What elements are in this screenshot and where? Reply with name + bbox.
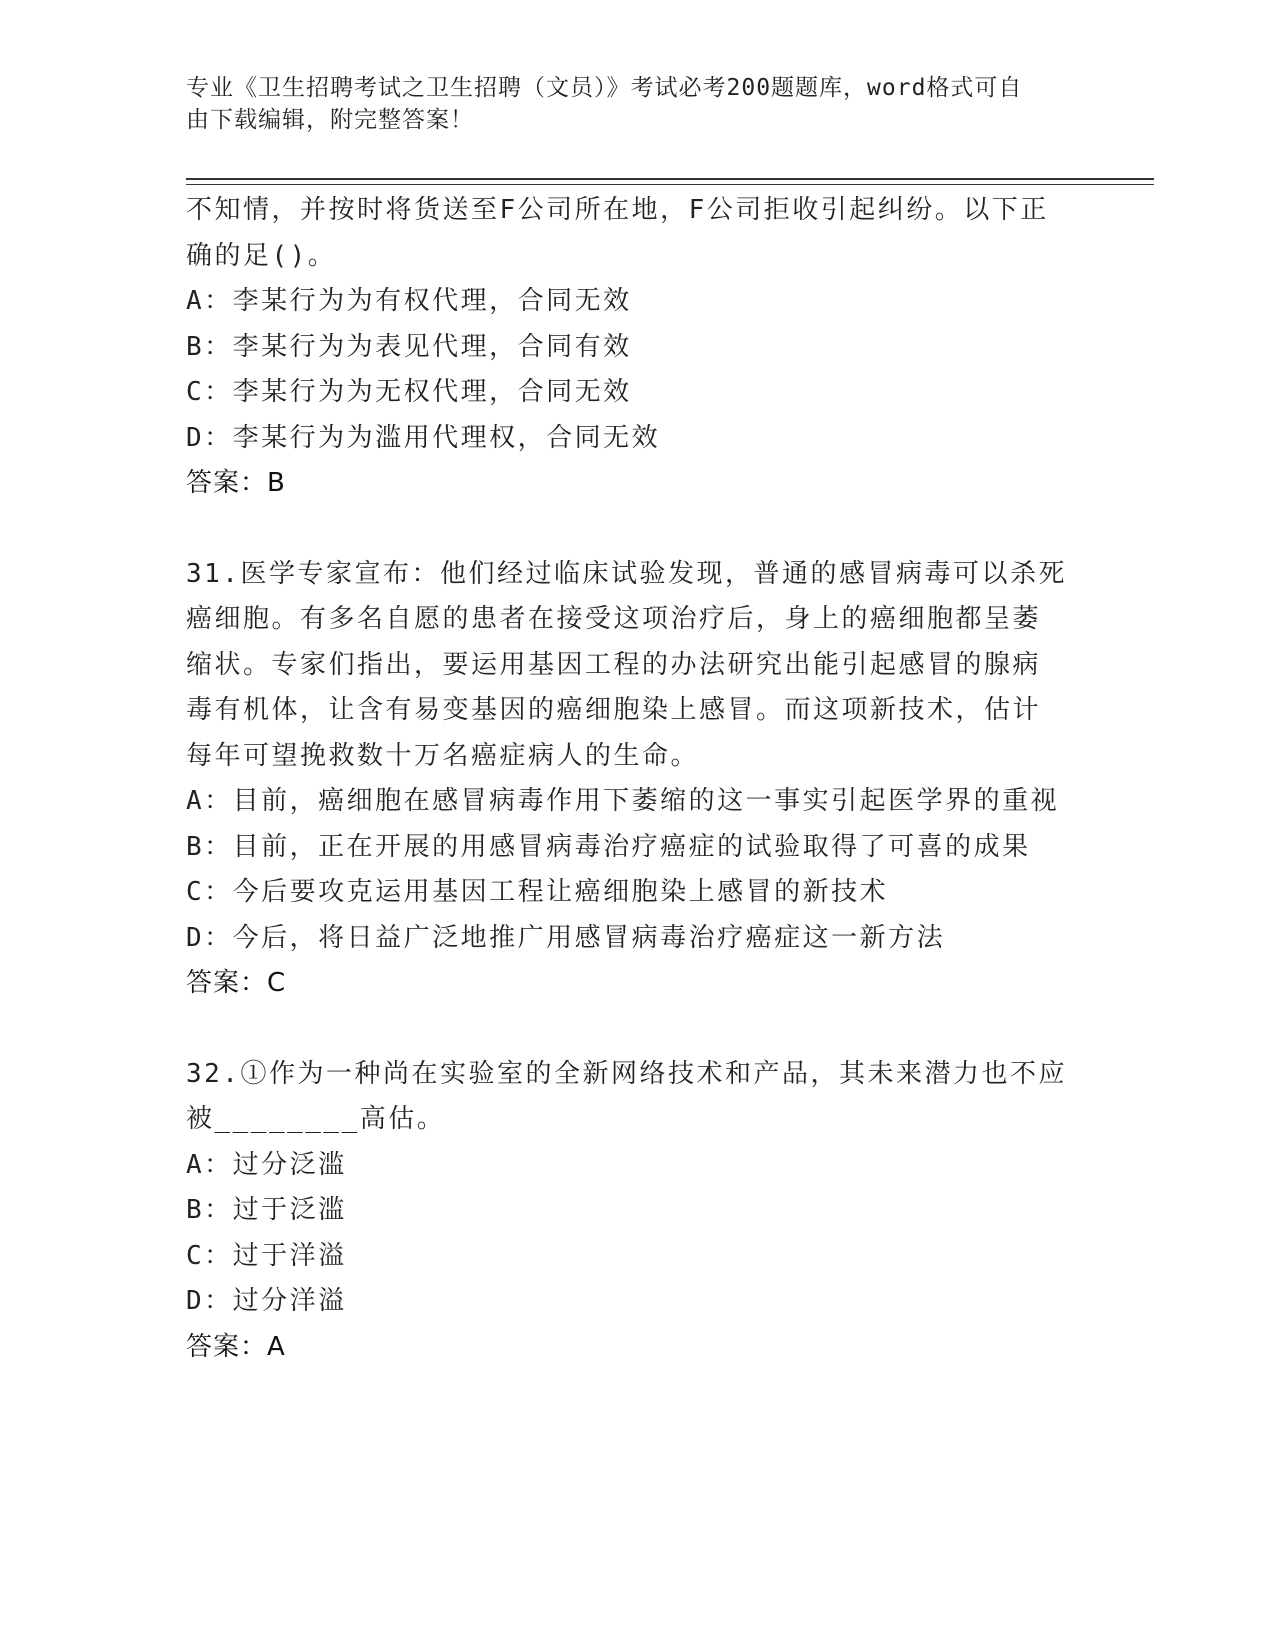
header-line-1: 专业《卫生招聘考试之卫生招聘（文员）》考试必考200题题库，word格式可自	[186, 75, 1023, 101]
option-b: B：过于泛滥	[186, 1195, 347, 1225]
question-block-30	[186, 188, 1086, 507]
option-a: A：李某行为为有权代理，合同无效	[186, 286, 632, 316]
option-d: D：李某行为为滥用代理权，合同无效	[186, 422, 661, 453]
option-b: B：目前，正在开展的用感冒病毒治疗癌症的试验取得了可喜的成果	[186, 831, 1031, 862]
option-c: C：今后要攻克运用基因工程让癌细胞染上感冒的新技术	[186, 877, 889, 907]
question-block-32	[186, 1052, 1086, 1371]
option-b: B：李某行为为表见代理，合同有效	[186, 331, 632, 362]
option-c: C：李某行为为无权代理，合同无效	[186, 377, 632, 407]
header-divider-thick	[186, 178, 1154, 180]
question-stem-line: 癌细胞。有多名自愿的患者在接受这项治疗后，身上的癌细胞都呈萎	[186, 604, 1042, 634]
answer-line: 答案：B	[186, 468, 286, 498]
question-stem-line: 32.①作为一种尚在实验室的全新网络技术和产品，其未来潜力也不应	[186, 1058, 1067, 1089]
question-stem-line: 被________高估。	[186, 1104, 446, 1134]
question-block-31	[186, 552, 1086, 1007]
option-d: D：过分洋溢	[186, 1286, 347, 1316]
question-stem-line: 不知情，并按时将货送至F公司所在地，F公司拒收引起纠纷。以下正	[186, 195, 1049, 225]
question-stem-line: 确的足()。	[186, 240, 337, 271]
question-stem-line: 毒有机体，让含有易变基因的癌细胞染上感冒。而这项新技术，估计	[186, 695, 1042, 725]
question-stem-line: 31.医学专家宣布：他们经过临床试验发现，普通的感冒病毒可以杀死	[186, 558, 1067, 589]
header-divider-thin	[186, 184, 1154, 185]
option-a: A：目前，癌细胞在感冒病毒作用下萎缩的这一事实引起医学界的重视	[186, 786, 1060, 816]
answer-line: 答案：C	[186, 968, 287, 998]
option-a: A：过分泛滥	[186, 1149, 347, 1180]
document-body	[186, 188, 1086, 1370]
question-stem-line: 每年可望挽救数十万名癌症病人的生命。	[186, 740, 700, 771]
header-line-2: 由下载编辑，附完整答案！	[186, 107, 474, 133]
question-stem-line: 缩状。专家们指出，要运用基因工程的办法研究出能引起感冒的腺病	[186, 649, 1042, 680]
option-d: D：今后，将日益广泛地推广用感冒病毒治疗癌症这一新方法	[186, 922, 946, 953]
option-c: C：过于洋溢	[186, 1240, 347, 1271]
document-header	[186, 72, 1086, 136]
answer-line: 答案：A	[186, 1331, 286, 1362]
